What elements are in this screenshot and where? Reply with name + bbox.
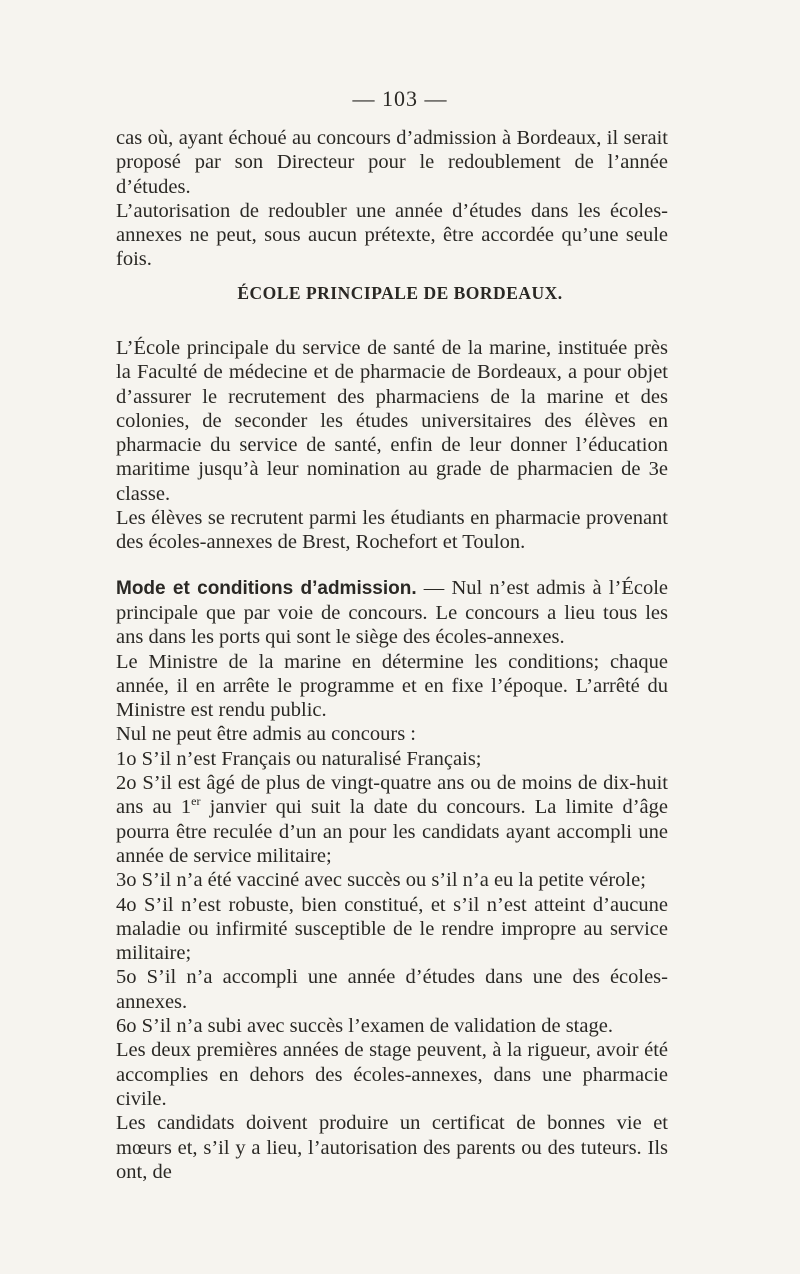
paragraph: cas où, ayant échoué au concours d’admission à Bordeaux, il serait proposé par son Directeur pour le redoublement de l’année d’études. [116, 127, 668, 198]
item2-part-a: 2o S’il est âgé de plus de vingt-quatre ans ou de moins de dix-huit ans au 1 [116, 772, 668, 819]
paragraph: L’École principale du service de santé de la marine, instituée près la Faculté de médecine et de pharmacie de Bordeaux, a pour objet d’assurer le recrutement des pharmaciens de la marine et des colonies, de seconder les études universitaires des élèves en pharmacie du service de santé, enfin de leur donner l’éducation maritime jusqu’à leur nomination au grade de pharmacien de 3e classe. [116, 337, 668, 505]
paragraph: Les deux premières années de stage peuvent, à la rigueur, avoir été accomplies en dehors des écoles-annexes, dans une pharmacie civile. [116, 1039, 668, 1110]
paragraph: Les élèves se recrutent parmi les étudiants en pharmacie provenant des écoles-annexes de Brest, Rochefort et Toulon. [116, 507, 668, 554]
paragraph: L’autorisation de redoubler une année d’études dans les écoles-annexes ne peut, sous aucun prétexte, être accordée qu’une seule fois. [116, 199, 668, 271]
list-item: 1o S’il n’est Français ou naturalisé Français; [116, 747, 482, 770]
list-item-2 [116, 771, 668, 868]
item2-part-b: janvier qui suit la date du concours. La limite d’âge pourra être reculée d’un an pour les candidats ayant accompli une année de service militaire; [116, 796, 668, 867]
list-item: 3o S’il n’a été vacciné avec succès ou s’il n’a eu la petite vérole; [116, 869, 646, 892]
section-heading: ÉCOLE PRINCIPALE DE BORDEAUX. [237, 283, 563, 303]
page-number: — 103 — [352, 86, 448, 111]
item2-superscript: er [191, 794, 201, 809]
paragraph: Le Ministre de la marine en détermine les conditions; chaque année, il en arrête le programme et en fixe l’époque. L’arrêté du Ministre est rendu public. [116, 650, 668, 722]
list-item: 6o S’il n’a subi avec succès l’examen de validation de stage. [116, 1015, 613, 1038]
run-in-heading: Mode et conditions d’admission. [116, 577, 417, 599]
paragraph: Les candidats doivent produire un certificat de bonnes vie et mœurs et, s’il y a lieu, l’autorisation des parents ou des tuteurs. Ils ont, de [116, 1112, 668, 1183]
main-text-block [116, 336, 668, 1184]
top-text-block [116, 126, 668, 272]
list-item: 4o S’il n’est robuste, bien constitué, et s’il n’est atteint d’aucune maladie ou infirmité susceptible de le rendre impropre au service militaire; [116, 893, 668, 965]
list-item: 5o S’il n’a accompli une année d’études dans une des écoles-annexes. [116, 966, 668, 1013]
mode-text: — Nul n’est admis à l’École principale que par voie de concours. Le concours a lieu tous les ans dans les ports qui sont le siège des écoles-annexes. [116, 576, 668, 649]
paragraph: Nul ne peut être admis au concours : [116, 723, 417, 746]
mode-paragraph [116, 576, 668, 650]
